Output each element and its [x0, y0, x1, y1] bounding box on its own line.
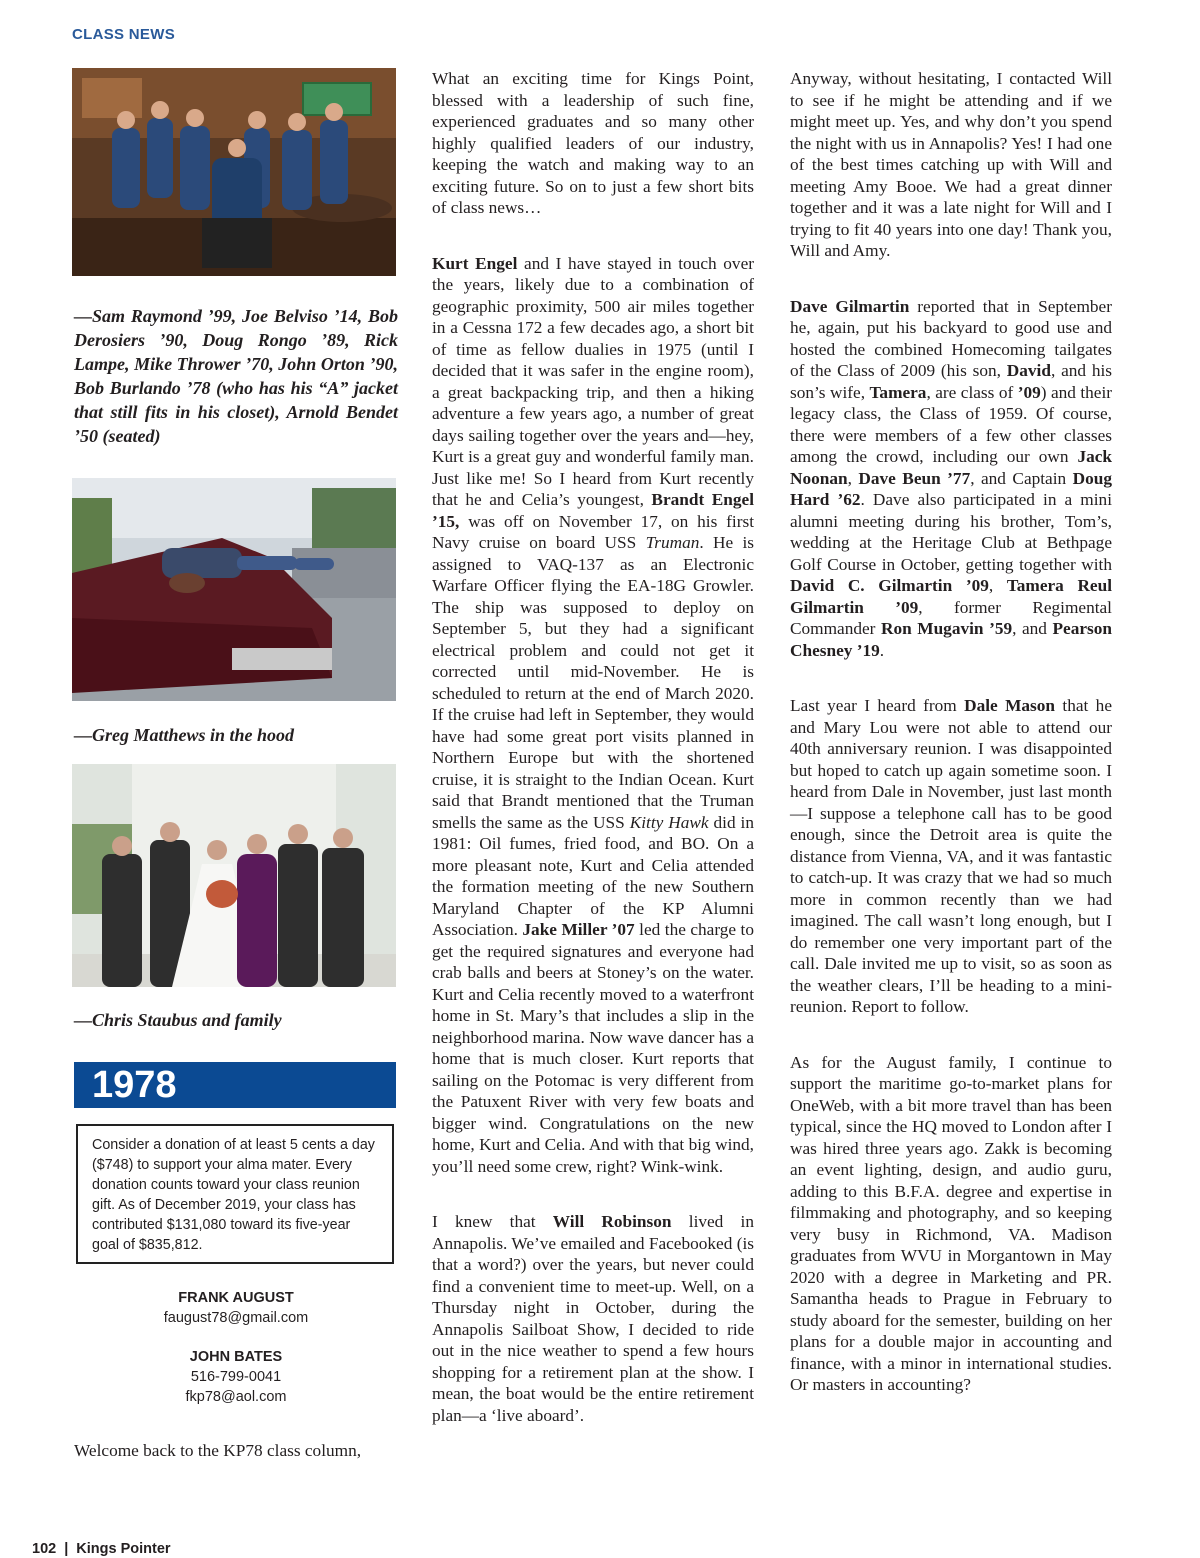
class-year-banner: 1978: [74, 1062, 396, 1108]
contact-email[interactable]: fkp78@aol.com: [185, 1389, 287, 1405]
photo-wedding-party: [72, 764, 396, 987]
contact-frank-august: [74, 1288, 398, 1328]
contact-name: FRANK AUGUST: [178, 1290, 294, 1306]
footer-separator: |: [64, 1541, 69, 1557]
column-middle: [432, 68, 754, 1460]
page-footer: [32, 1541, 171, 1557]
paragraph-will-robinson: I knew that Will Robinson lived in Annapolis. We’ve emailed and Facebooked (is that a word?) over the years, but never could find a convenient time to meet-up. Well, on a Thursday night in October, during the Annapolis Sailboat Show, I decided to ride out in the nice weather to spend a few hours shopping for a retirement plan at the show. I mean, the boat would be the entire retirement plan—a ‘live aboard’.: [432, 1212, 754, 1425]
publication-name: Kings Pointer: [76, 1541, 171, 1557]
photo-truck-hood: [72, 478, 396, 701]
paragraph-kurt-engel: Kurt Engel and I have stayed in touch over the years, likely due to a combination of geographic proximity, 500 air miles together in a Cessna 172 a few decades ago, a short bit of time as fellow dualies in 1975 (until I decided that it was safer in the engine room), a great backpacking trip, and then a hiking adventure a few years ago, a number of great days sailing together over the years and—hey, Kurt is a great guy and wonderful family man. Just like me! So I heard from Kurt recently that he and Celia’s youngest, Brandt Engel ’15, was off on November 17, on his first Navy cruise on board USS Truman. He is assigned to VAQ-137 as an Electronic Warfare Officer flying the EA-18G Growler. The ship was supposed to deploy on September 5, but they had a significant electrical problem and could not get it corrected until mid-November. He is scheduled to return at the end of March 2020. If the cruise had left in September, they would have had some great port visits planned in Northern Europe but with the shortened cruise, it is straight to the Indian Ocean. Kurt said that Brandt mentioned that the Truman smells the same as the USS Kitty Hawk did in 1981: Oil fumes, fried food, and BO. On a more pleasant note, Kurt and Celia attended the formation meeting of the new Southern Maryland Chapter of the KP Alumni Association. Jake Miller ’07 led the charge to get the required signatures and everyone had crab balls and beers at Stoney’s on the water. Kurt and Celia recently moved to a waterfront home in St. Mary’s that includes a slip in the neighborhood marina. Now wave dancer has a home that is much closer. Kurt reports that sailing on the Potomac is very different from the Patuxent River with very few boats and bigger wind. Congratulations on the new home, Kurt and Celia. And with that big wind, you’ll need some crew, right? Wink-wink.: [432, 253, 755, 1176]
donation-box: Consider a donation of at least 5 cents a day ($748) to support your alma mater. Every donation counts toward your class reunion gift. As of December 2019, your class has contributed $131,080 toward its five-year goal of $835,812.: [76, 1124, 394, 1264]
photo-alumni-bar: [72, 68, 396, 276]
caption-wedding-party: —Chris Staubus and family: [74, 1010, 282, 1030]
contact-phone: 516-799-0041: [190, 1369, 282, 1385]
contact-name: JOHN BATES: [189, 1349, 283, 1365]
page-number: 102: [32, 1541, 57, 1557]
contact-john-bates: [74, 1347, 398, 1407]
photo-alumni-bar-image: [72, 68, 396, 276]
caption-truck-hood: —Greg Matthews in the hood: [74, 725, 295, 745]
paragraph-dave-gilmartin: Dave Gilmartin reported that in September he, again, put his backyard to good use and hosted the combined Homecoming tailgates of the Class of 2009 (his son, David, and his son’s wife, Tamera, are class of ’09) and their legacy class, the Class of 1959. Of course, there were members of a few other classes among the crowd, including our own Jack Noonan, Dave Beun ’77, and Captain Doug Hard ’62. Dave also participated in a mini alumni meeting during his brother, Tom’s, wedding at the Heritage Club at Bethpage Golf Course in October, getting together with David C. Gilmartin ’09, Tamera Reul Gilmartin ’09, former Regimental Commander Ron Mugavin ’59, and Pearson Chesney ’19.: [790, 296, 1113, 660]
caption-alumni-bar: —Sam Raymond ’99, Joe Belviso ’14, Bob Derosiers ’90, Doug Rongo ’89, Rick Lampe, Mike Thrower ’70, John Orton ’90, Bob Burlando ’78 (who has his “A” jacket that still fits in his closet), Arnold Bendet ’50 (seated): [74, 306, 398, 446]
paragraph-august-family: As for the August family, I continue to support the maritime go-to-market plans for OneWeb, with a bit more travel than has been typical, since the HQ moved to London after I was hired three years ago. Zakk is becoming an event lighting, design, and audio guru, adding to this B.F.A. degree and expertise in filmmaking and photography, and so keeping very busy in Richmond, VA. Madison graduates from WVU in Morgantown in May 2020 with a degree in Marketing and PR. Samantha heads to Prague in February to study aboard for the semester, building on her plans for a double major in accounting and finance, with a minor in international studies. Or masters in accounting?: [790, 1052, 1112, 1394]
contact-email[interactable]: faugust78@gmail.com: [163, 1310, 309, 1326]
paragraph-dale-mason: Last year I heard from Dale Mason that he and Mary Lou were not able to attend our 40th anniversary reunion. I was disappointed but hoped to catch up again sometime soon. I heard from Dale in November, just last month—I suppose a telephone call has to be good enough, since the Detroit area is quite the distance from Vienna, VA, and it was fantastic to catch-up. It was crazy that we had so much more in common recently than we had imagined. The call wasn’t long enough, but I do remember one very important part of the call. Dale invited me up to visit, so as soon as the weather clears, I’ll be heading to a mini-reunion. Report to follow.: [790, 696, 1112, 1016]
section-label: CLASS NEWS: [72, 26, 176, 43]
paragraph-intro: What an exciting time for Kings Point, blessed with a leadership of such fine, experienced graduates and so many other highly qualified leaders of our industry, keeping the watch and making way to an exciting future. So on to just a few short bits of class news…: [432, 69, 754, 217]
photo-truck-hood-image: [72, 478, 396, 701]
photo-wedding-party-image: [72, 764, 396, 987]
paragraph-annapolis: Anyway, without hesitating, I contacted Will to see if he might be attending and if we might meet up. Yes, and why don’t you spend the night with us in Annapolis? Yes! I had one of the best times catching up with Will and meeting Amy Booe. We had a great dinner together and it was a late night for Will and I trying to fit 40 years into one day! Thank you, Will and Amy.: [790, 69, 1112, 260]
column-right: [790, 68, 1112, 1430]
welcome-text: Welcome back to the KP78 class column,: [74, 1441, 362, 1460]
